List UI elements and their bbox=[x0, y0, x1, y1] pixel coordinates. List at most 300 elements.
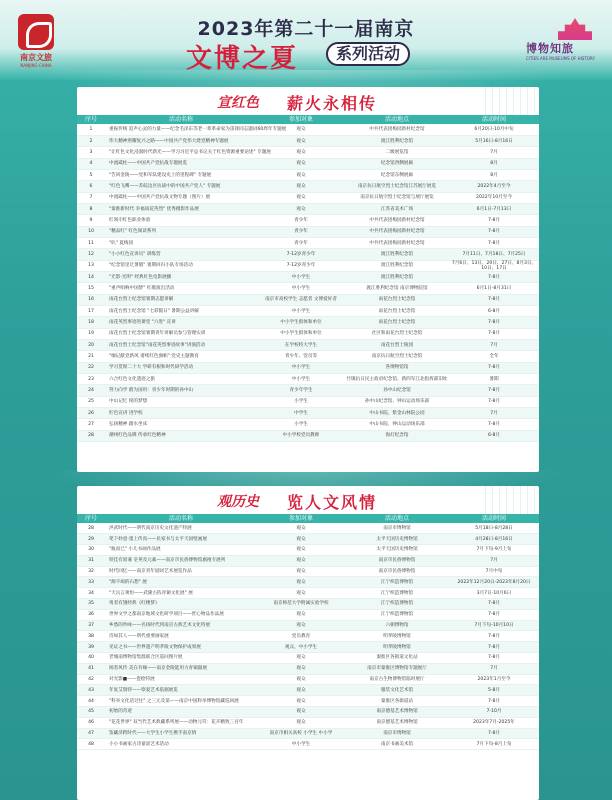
activity-time: 6月1日-7月13日 bbox=[449, 203, 539, 214]
row-number: 46 bbox=[77, 717, 105, 728]
participants: 观众 bbox=[257, 169, 345, 180]
location: 各博物馆馆 bbox=[345, 362, 449, 373]
activity-name: 学习贯彻二十大 学研有根和时代研学活动 bbox=[105, 362, 257, 373]
location: 中共代表团梅园新村纪念馆 bbox=[345, 124, 449, 135]
participants: 观众 bbox=[257, 147, 345, 158]
activity-time: 4月28日-8月16日 bbox=[449, 534, 539, 545]
table-row bbox=[77, 260, 539, 271]
location: 渡江胜利纪念馆 南京博物院馆 bbox=[345, 283, 449, 294]
participants: 中小学生 bbox=[257, 739, 345, 750]
table-row bbox=[77, 135, 539, 146]
location: 江宁织造博物馆 bbox=[345, 588, 449, 599]
table-row bbox=[77, 158, 539, 169]
activity-name: 雨花台烈士纪念馆暑期青年讲解员参与管理实训 bbox=[105, 328, 257, 339]
table-row bbox=[77, 653, 539, 664]
participants: 观众 bbox=[257, 566, 345, 577]
location: 六朝博物馆 bbox=[345, 620, 449, 631]
activity-name: 乡愁的吟咏——名扬时代到南京古典艺术文化特展 bbox=[105, 620, 257, 631]
activity-time: 7月 bbox=[449, 663, 539, 674]
participants: 观众 bbox=[257, 534, 345, 545]
row-number: 27 bbox=[77, 419, 105, 430]
participants: 中学生 bbox=[257, 408, 345, 419]
activity-time: 7月下旬-10月10日 bbox=[449, 620, 539, 631]
row-number: 42 bbox=[77, 674, 105, 685]
table-row bbox=[77, 306, 539, 317]
location: 中山书院、紫金山林院公园 bbox=[345, 408, 449, 419]
participants: 中小学生 bbox=[257, 374, 345, 385]
location: 江宁织造博物馆 bbox=[345, 599, 449, 610]
table-row bbox=[77, 609, 539, 620]
activity-time: 暑期 bbox=[449, 374, 539, 385]
activity-table bbox=[77, 115, 539, 442]
location: 海灯纪念馆 bbox=[345, 430, 449, 441]
activity-name: "缅记献党新风 谱续红色旗帜" 党史主题教育 bbox=[105, 351, 257, 362]
table-row bbox=[77, 631, 539, 642]
row-number: 33 bbox=[77, 577, 105, 588]
table-row bbox=[77, 419, 539, 430]
col-header: 活动地点 bbox=[345, 115, 449, 124]
activity-time: 6-8月 bbox=[449, 306, 539, 317]
participants: 观众 bbox=[257, 609, 345, 620]
col-header: 参加对象 bbox=[257, 514, 345, 523]
table-row bbox=[77, 642, 539, 653]
location: 江宁织造博物馆 bbox=[345, 609, 449, 620]
row-number: 8 bbox=[77, 203, 105, 214]
row-number: 48 bbox=[77, 739, 105, 750]
table-row bbox=[77, 249, 539, 260]
participants: 中小学生群体和单位 bbox=[257, 328, 345, 339]
table-row bbox=[77, 739, 539, 750]
participants: 中小学生 bbox=[257, 271, 345, 282]
row-number: 26 bbox=[77, 408, 105, 419]
participants: 7-12岁青少年 bbox=[257, 249, 345, 260]
table-row bbox=[77, 663, 539, 674]
table-row bbox=[77, 696, 539, 707]
table-row bbox=[77, 588, 539, 599]
participants: 党员教育 bbox=[257, 631, 345, 642]
section-header bbox=[77, 486, 539, 514]
table-row bbox=[77, 728, 539, 739]
activity-name: 诗如其人——明代重要画家展 bbox=[105, 631, 257, 642]
participants: 观众 bbox=[257, 545, 345, 556]
row-number: 43 bbox=[77, 685, 105, 696]
row-number: 32 bbox=[77, 566, 105, 577]
col-header: 活动地点 bbox=[345, 514, 449, 523]
table-row bbox=[77, 283, 539, 294]
activity-name: 六合红色文化遗迹之旅 bbox=[105, 374, 257, 385]
activity-name: 笔下妙意·墨上传真——民家书与太平天国壁画展 bbox=[105, 534, 257, 545]
table-row bbox=[77, 294, 539, 305]
row-number: 4 bbox=[77, 158, 105, 169]
location: 太平天国历史博物馆 bbox=[345, 545, 449, 556]
table-row bbox=[77, 555, 539, 566]
table-row bbox=[77, 124, 539, 135]
location: 南京市民俗博物馆 bbox=[345, 555, 449, 566]
row-number: 19 bbox=[77, 328, 105, 339]
activity-time: 7-10月 bbox=[449, 707, 539, 718]
location: 服装文化艺术馆 bbox=[345, 685, 449, 696]
table-row bbox=[77, 169, 539, 180]
row-number: 3 bbox=[77, 147, 105, 158]
location: 明孝陵博物馆 bbox=[345, 642, 449, 653]
location: 中共代表团梅园新村纪念馆 bbox=[345, 237, 449, 248]
activity-time: 7月 bbox=[449, 340, 539, 351]
participants: 小学生 bbox=[257, 419, 345, 430]
participants: 小学生 bbox=[257, 396, 345, 407]
activity-name: "小小红色宣讲员" 训练营 bbox=[105, 249, 257, 260]
row-number: 7 bbox=[77, 192, 105, 203]
activity-name: 中流砥柱——中国共产党抗战专题展览 bbox=[105, 158, 257, 169]
participants: 中小学生群体和单位 bbox=[257, 317, 345, 328]
location: 南京市博物馆 bbox=[345, 523, 449, 534]
location: 南京德基艺术博物馆 bbox=[345, 707, 449, 718]
participants: 观众 bbox=[257, 707, 345, 718]
activity-time: 7月 bbox=[449, 408, 539, 419]
location: 南京书画美术馆 bbox=[345, 739, 449, 750]
participants: 观众 bbox=[257, 685, 345, 696]
activity-time: 7-8月 bbox=[449, 728, 539, 739]
col-header: 活动名称 bbox=[105, 115, 257, 124]
location: 中山书院、钟山运动场乐部 bbox=[345, 419, 449, 430]
activity-name: 鉴藏济跨时代——大学生小学生携手南京情 bbox=[105, 728, 257, 739]
location: 纪念馆西侧展廊 bbox=[345, 158, 449, 169]
table-row bbox=[77, 685, 539, 696]
activity-time: 2022年4月至今 bbox=[449, 181, 539, 192]
location: 明孝陵博物馆 bbox=[345, 631, 449, 642]
row-number: 41 bbox=[77, 663, 105, 674]
participants: 观众 bbox=[257, 577, 345, 588]
participants: 青少年、党员等 bbox=[257, 351, 345, 362]
activity-name: 年复艾瑞特——察爱艺术依据展览 bbox=[105, 685, 257, 696]
location: 太平天国历史博物馆 bbox=[345, 534, 449, 545]
participants: 观众 bbox=[257, 135, 345, 146]
activity-name: 雨花台烈士纪念馆"雨花英烈事迹故事"讲演活动 bbox=[105, 340, 257, 351]
activity-name: "秦淮新时代 争福雨花英烈" 优秀摄影作品展 bbox=[105, 203, 257, 214]
activity-name: 铁佳有原兼 皂荚及元素——南京市民俗博物馆旗袍专展列 bbox=[105, 555, 257, 566]
row-number: 20 bbox=[77, 340, 105, 351]
page-title-badge: 系列活动 bbox=[326, 42, 410, 66]
row-number: 5 bbox=[77, 169, 105, 180]
col-header: 序号 bbox=[77, 514, 105, 523]
row-number: 23 bbox=[77, 374, 105, 385]
location: 南京市博物馆 bbox=[345, 728, 449, 739]
activity-time: 7-8月 bbox=[449, 215, 539, 226]
table-row bbox=[77, 203, 539, 214]
activity-name: 重振传统 追声心灵的力量——纪念毛泽东等老一辈革命家为雷锋同志题词60周年专题展 bbox=[105, 124, 257, 135]
table-header-row bbox=[77, 115, 539, 124]
participants: 观众 bbox=[257, 523, 345, 534]
activity-name: 闻者风传 美在有缘——南京金陵能用力青铜器展 bbox=[105, 663, 257, 674]
row-number: 25 bbox=[77, 396, 105, 407]
table-row bbox=[77, 237, 539, 248]
participants: 南京师范大学附属实验学校 bbox=[257, 599, 345, 610]
col-header: 活动时间 bbox=[449, 115, 539, 124]
activity-name: 中流砥柱——中国共产党抗战文物专题（图片）展 bbox=[105, 192, 257, 203]
activity-name: 老城南博物馆集群联合区巡回图片展 bbox=[105, 653, 257, 664]
activity-time: 7-8月 bbox=[449, 396, 539, 407]
activity-name: "让红色文化浸润时代新光——学习习近平总书记关于红色资源重要论述" 专题展 bbox=[105, 147, 257, 158]
participants: 观众 bbox=[257, 653, 345, 664]
activity-time: 5-8月 bbox=[449, 685, 539, 696]
table-row bbox=[77, 534, 539, 545]
header-decoration bbox=[479, 87, 539, 115]
activity-name: 勇者有翅经典《红楼梦》 bbox=[105, 599, 257, 610]
table-row bbox=[77, 226, 539, 237]
location: 雨花台烈士陵园 bbox=[345, 340, 449, 351]
activity-name: "重声唱响中国梦" 红歌演出活动 bbox=[105, 283, 257, 294]
col-header: 参加对象 bbox=[257, 115, 345, 124]
activity-name: 初始的奇迹 bbox=[105, 707, 257, 718]
row-number: 37 bbox=[77, 620, 105, 631]
participants: 7-12岁青少年 bbox=[257, 260, 345, 271]
section-history-culture bbox=[77, 486, 539, 800]
location: 渡江胜利纪念馆 bbox=[345, 271, 449, 282]
section-subtitle: 观历史 bbox=[217, 494, 259, 510]
table-row bbox=[77, 385, 539, 396]
activity-time: 3月7日-10月6日 bbox=[449, 588, 539, 599]
table-row bbox=[77, 328, 539, 339]
table-row bbox=[77, 408, 539, 419]
row-number: 9 bbox=[77, 215, 105, 226]
participants: 观众、中小学生 bbox=[257, 642, 345, 653]
activity-name: "告回金陵——党和军队建设史上的里程碑" 专题展 bbox=[105, 169, 257, 180]
pagoda-icon bbox=[558, 18, 592, 40]
section-title: 览人文风情 bbox=[287, 493, 378, 512]
row-number: 13 bbox=[77, 260, 105, 271]
row-number: 47 bbox=[77, 728, 105, 739]
activity-name: "源不竭的石想" 展 bbox=[105, 577, 257, 588]
row-number: 15 bbox=[77, 283, 105, 294]
row-number: 12 bbox=[77, 249, 105, 260]
participants: 观众 bbox=[257, 181, 345, 192]
activity-time: 7月下旬-9月上旬 bbox=[449, 545, 539, 556]
activity-time: 7月 bbox=[449, 555, 539, 566]
row-number: 1 bbox=[77, 124, 105, 135]
location: 中共代表团梅园新村纪念馆 bbox=[345, 226, 449, 237]
participants: 观众 bbox=[257, 663, 345, 674]
activity-time: 7-8月 bbox=[449, 653, 539, 664]
col-header: 序号 bbox=[77, 115, 105, 124]
activity-name: "红色飞鹰——苏皖边区抗战中的中国共产党人" 专题展 bbox=[105, 181, 257, 192]
activity-time: 2023年1月至今 bbox=[449, 674, 539, 685]
participants: 中小学生 bbox=[257, 283, 345, 294]
location: 孙中山纪念馆 bbox=[345, 385, 449, 396]
activity-time: 8月 bbox=[449, 158, 539, 169]
row-number: 16 bbox=[77, 294, 105, 305]
activity-time: 6月20日-10月中旬 bbox=[449, 124, 539, 135]
activity-name: "科举文化话过往" 之三元及第——南京中国科举博物馆藏巡回展 bbox=[105, 696, 257, 707]
activity-name: 潮州红色品牌 传承红色精神 bbox=[105, 430, 257, 441]
table-row bbox=[77, 181, 539, 192]
activity-time: 7-8月 bbox=[449, 631, 539, 642]
activity-name: "天岳言须恒——武隆古阵青铜文化展" 展 bbox=[105, 588, 257, 599]
activity-time: 7-8月 bbox=[449, 362, 539, 373]
location: 江苏省美术广场 bbox=[345, 203, 449, 214]
table-row bbox=[77, 566, 539, 577]
location: 纪念馆东侧展廊 bbox=[345, 169, 449, 180]
row-number: 14 bbox=[77, 271, 105, 282]
participants: 观众 bbox=[257, 203, 345, 214]
table-row bbox=[77, 396, 539, 407]
participants: 南京市相关高校 小学生 中小学 bbox=[257, 728, 345, 739]
activity-name: 时代回忆——南京青年剧词艺术展览作品 bbox=[105, 566, 257, 577]
table-row bbox=[77, 340, 539, 351]
activity-time: 7-8月 bbox=[449, 385, 539, 396]
table-row bbox=[77, 317, 539, 328]
participants: 南京市高校学生 志愿者 文博爱好者 bbox=[257, 294, 345, 305]
activity-name: "纪念馆里过暑假" 暑期回归小队专场活动 bbox=[105, 260, 257, 271]
activity-time: 7月 bbox=[449, 147, 539, 158]
location: 雨花台烈士纪念馆 bbox=[345, 306, 449, 317]
activity-name: 弘扬精神 踏水坐床 bbox=[105, 419, 257, 430]
location: 渡江胜利纪念馆 bbox=[345, 260, 449, 271]
participants: 观众 bbox=[257, 696, 345, 707]
table-row bbox=[77, 717, 539, 728]
activity-name: 见证之书——世界遗产明孝陵文物保护成果展 bbox=[105, 642, 257, 653]
location: 雨花台烈士纪念馆 bbox=[345, 294, 449, 305]
row-number: 2 bbox=[77, 135, 105, 146]
participants: 观众 bbox=[257, 555, 345, 566]
row-number: 6 bbox=[77, 181, 105, 192]
activity-time: 全年 bbox=[449, 351, 539, 362]
location: 南京抗日航空烈士纪念馆与展厅展览 bbox=[345, 192, 449, 203]
activity-time: 7-8月 bbox=[449, 419, 539, 430]
participants: 观众 bbox=[257, 717, 345, 728]
table-row bbox=[77, 430, 539, 441]
activity-time: 7月11日、7月18日、7月25日 bbox=[449, 249, 539, 260]
table-row bbox=[77, 147, 539, 158]
activity-name: 红色宣讲 进学校 bbox=[105, 408, 257, 419]
table-row bbox=[77, 215, 539, 226]
activity-time: 5月18日-8月28日 bbox=[449, 523, 539, 534]
activity-name: "精品红" 红色阅读系列 bbox=[105, 226, 257, 237]
row-number: 45 bbox=[77, 707, 105, 718]
activity-time: 6月1日-8月31日 bbox=[449, 283, 539, 294]
participants: 观众 bbox=[257, 674, 345, 685]
row-number: 24 bbox=[77, 385, 105, 396]
location: 社区和雨花台烈士纪念馆 bbox=[345, 328, 449, 339]
row-number: 10 bbox=[77, 226, 105, 237]
participants: 青少年 bbox=[257, 226, 345, 237]
row-number: 34 bbox=[77, 588, 105, 599]
participants: 中小学生 bbox=[257, 362, 345, 373]
section-subtitle: 宣红色 bbox=[217, 95, 259, 111]
row-number: 38 bbox=[77, 631, 105, 642]
activity-name: 伟大精神照耀复兴之路——中国共产党伟大建党精神专题展 bbox=[105, 135, 257, 146]
location: 南京抗日航空烈士纪念馆江苏展厅展览 bbox=[345, 181, 449, 192]
activity-name: "瓶而已" 小儿书画作品展 bbox=[105, 545, 257, 556]
activity-time: 7-8月 bbox=[449, 696, 539, 707]
location: 南京古生物博物馆临时展厅 bbox=[345, 674, 449, 685]
page-title-line1: 2023年第二十一届南京 bbox=[197, 18, 415, 40]
activity-time: 7月6日、13日、20日、27日、8月3日、10日、17日 bbox=[449, 260, 539, 271]
activity-time: 7月下旬-8月上旬 bbox=[449, 739, 539, 750]
activity-time: 7-8月 bbox=[449, 226, 539, 237]
row-number: 17 bbox=[77, 306, 105, 317]
activity-name: 雨花英烈事迹进课堂 "六进" 宣讲 bbox=[105, 317, 257, 328]
participants: 青少年学生 bbox=[257, 385, 345, 396]
location: 孙中山纪念馆、钟山运动场乐部 bbox=[345, 396, 449, 407]
activity-time: 6-8月 bbox=[449, 430, 539, 441]
location: 竹镇抗日民主政府纪念馆、新四军江北指挥部旧址 bbox=[345, 374, 449, 385]
activity-table bbox=[77, 514, 539, 750]
table-row bbox=[77, 707, 539, 718]
col-header: 活动名称 bbox=[105, 514, 257, 523]
activity-time: 8月 bbox=[449, 169, 539, 180]
activity-name: 努力向学 蔚为国用：青少年时期的孙中山 bbox=[105, 385, 257, 396]
activity-time: 7-8月 bbox=[449, 642, 539, 653]
location: 渡江胜利纪念馆 bbox=[345, 135, 449, 146]
activity-time: 7-8月 bbox=[449, 328, 539, 339]
participants: 观众 bbox=[257, 124, 345, 135]
row-number: 28 bbox=[77, 430, 105, 441]
activity-name: "花花世界" 双当代艺术典藏系列展——动物元符：花卉精致三百年 bbox=[105, 717, 257, 728]
activity-name: 雨花台烈士纪念馆 "七彩假日" 暑期公益讲解 bbox=[105, 306, 257, 317]
table-row bbox=[77, 271, 539, 282]
location: 中共代表团梅园新村纪念馆 bbox=[345, 215, 449, 226]
activity-time: 7-8月 bbox=[449, 317, 539, 328]
participants: 中小学生 bbox=[257, 306, 345, 317]
location: 南京抗日航空烈士纪念馆 bbox=[345, 351, 449, 362]
table-row bbox=[77, 599, 539, 610]
row-number: 28 bbox=[77, 523, 105, 534]
activity-name: 红领巾红色职业体验 bbox=[105, 215, 257, 226]
location: 渡江胜利纪念馆 bbox=[345, 249, 449, 260]
participants: 在学校校大学生 bbox=[257, 340, 345, 351]
activity-time: 2022年10月至今 bbox=[449, 192, 539, 203]
header-decoration bbox=[479, 486, 539, 514]
table-row bbox=[77, 192, 539, 203]
logo-right-sub: CITIES ARE MUSEUMS OF HISTORY bbox=[526, 56, 595, 61]
section-red-heritage bbox=[77, 87, 539, 472]
section-title: 薪火永相传 bbox=[287, 94, 378, 113]
col-header: 活动时间 bbox=[449, 514, 539, 523]
participants: 观众 bbox=[257, 588, 345, 599]
table-row bbox=[77, 523, 539, 534]
activity-time: 5月16日-8月16日 bbox=[449, 135, 539, 146]
row-number: 29 bbox=[77, 534, 105, 545]
participants: 观众 bbox=[257, 192, 345, 203]
logo-left-text: 南京文旅 bbox=[20, 53, 52, 62]
table-row bbox=[77, 577, 539, 588]
location: 南京市秦淮区博物馆专题展厅 bbox=[345, 663, 449, 674]
logo-left-sub: NANJING CHINA bbox=[20, 63, 52, 68]
participants: 观众 bbox=[257, 620, 345, 631]
row-number: 21 bbox=[77, 351, 105, 362]
row-number: 30 bbox=[77, 545, 105, 556]
table-row bbox=[77, 351, 539, 362]
activity-name: 中山记忆 铭的梦想 bbox=[105, 396, 257, 407]
table-header-row bbox=[77, 514, 539, 523]
row-number: 35 bbox=[77, 599, 105, 610]
activity-time: 2022年12月20日-2023年8月20日 bbox=[449, 577, 539, 588]
activity-name: 小小书画家古诗童谣艺术活动 bbox=[105, 739, 257, 750]
activity-name: 世界文学之都南京地域文化研学项目——匠心物品作品展 bbox=[105, 609, 257, 620]
row-number: 36 bbox=[77, 609, 105, 620]
participants: 青少年 bbox=[257, 237, 345, 248]
row-number: 44 bbox=[77, 696, 105, 707]
activity-name: 雨花台烈士纪念馆暑期志愿讲解 bbox=[105, 294, 257, 305]
activity-time: 7-8月 bbox=[449, 609, 539, 620]
location: 二级展览馆 bbox=[345, 147, 449, 158]
activity-time: 7-8月 bbox=[449, 271, 539, 282]
participants: 中小学校党员教师 bbox=[257, 430, 345, 441]
table-row bbox=[77, 362, 539, 373]
location: 江宁织造博物馆 bbox=[345, 577, 449, 588]
table-row bbox=[77, 374, 539, 385]
row-number: 18 bbox=[77, 317, 105, 328]
row-number: 22 bbox=[77, 362, 105, 373]
